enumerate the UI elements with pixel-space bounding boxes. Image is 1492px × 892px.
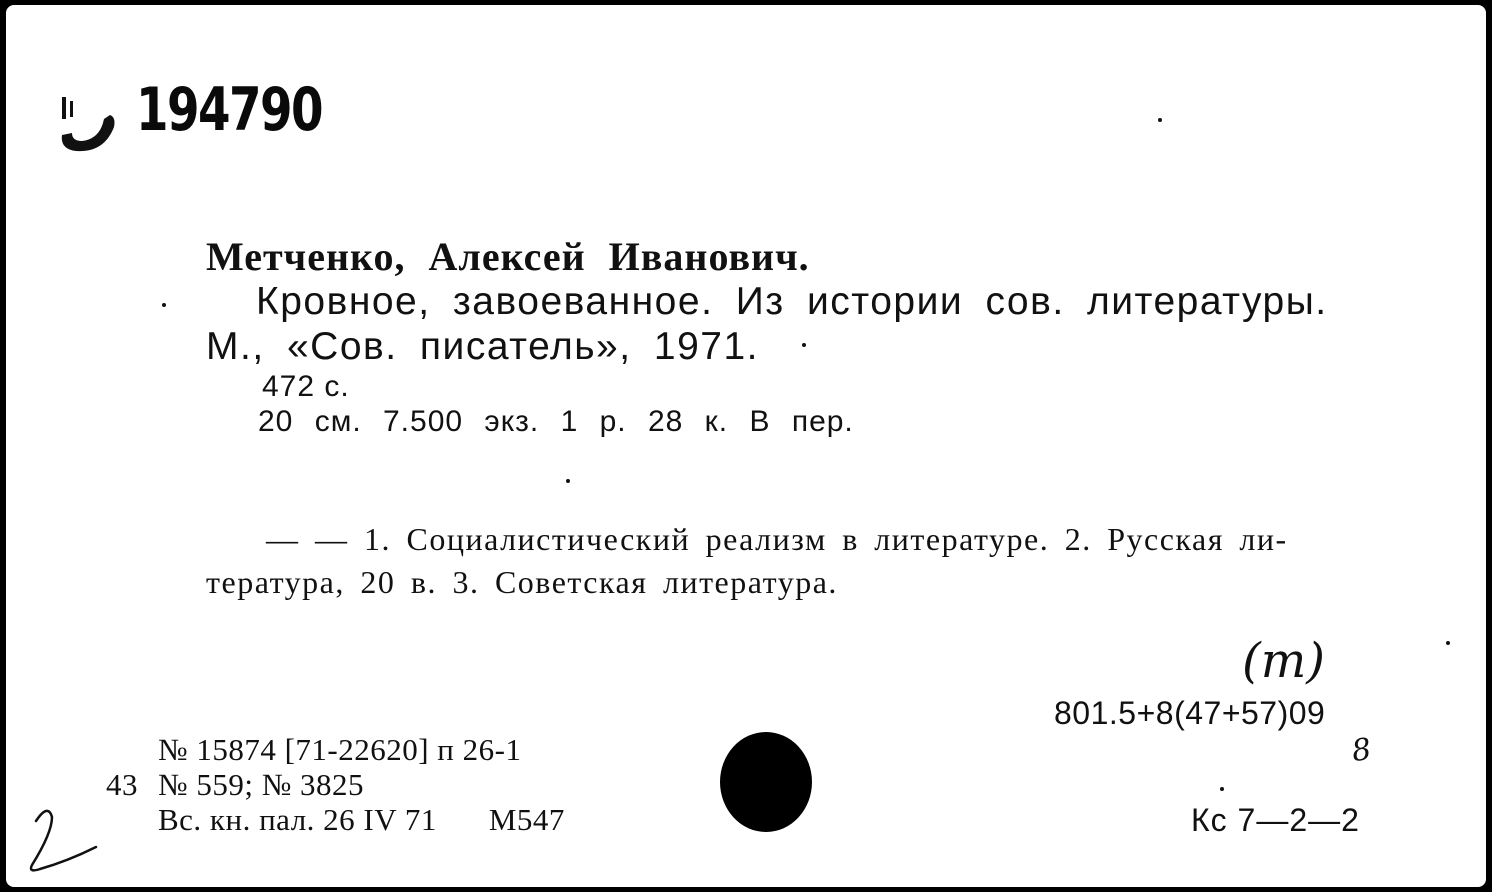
title-line-2: М., «Сов. писатель», 1971. <box>206 325 760 368</box>
speck <box>162 303 166 307</box>
handwritten-mark: (т) <box>1242 633 1325 689</box>
handwritten-number <box>18 803 103 883</box>
author-heading: Метченко, Алексей Иванович. <box>206 234 810 279</box>
speck <box>1158 118 1162 122</box>
speck <box>802 343 806 347</box>
catalog-card <box>6 5 1486 887</box>
subject-line-2: тература, 20 в. 3. Советская литература. <box>206 564 838 600</box>
biblio-code: М547 <box>488 802 565 837</box>
speck <box>1220 787 1224 791</box>
speck <box>1446 641 1450 645</box>
bibliographic-data <box>106 732 565 837</box>
inventory-number: 194790 <box>136 75 323 145</box>
biblio-line-1: № 15874 [71-22620] п 26-1 <box>158 732 522 767</box>
library-stamp-icon <box>54 87 124 157</box>
biblio-line-2: № 559; № 3825 <box>158 767 365 802</box>
subject-headings <box>206 518 1384 604</box>
biblio-line-3: Вс. кн. пал. 26 IV 71 <box>158 802 437 837</box>
speck <box>566 479 570 483</box>
kc-code: Кс 7—2—2 <box>1191 802 1360 838</box>
biblio-prefix: 43 <box>106 767 138 802</box>
subject-line-1: — — 1. Социалистический реализм в литературе. 2. Русская ли- <box>266 521 1288 557</box>
classification-index: 801.5+8(47+57)09 <box>1054 695 1326 731</box>
pages-count: 472 с. <box>262 370 350 403</box>
handwritten-correction: 8 <box>1349 731 1374 770</box>
punch-hole <box>720 732 812 832</box>
title-line-1: Кровное, завоеванное. Из истории сов. литературы. <box>256 280 1328 323</box>
format-edition-price: 20 см. 7.500 экз. 1 р. 28 к. В пер. <box>258 405 854 438</box>
